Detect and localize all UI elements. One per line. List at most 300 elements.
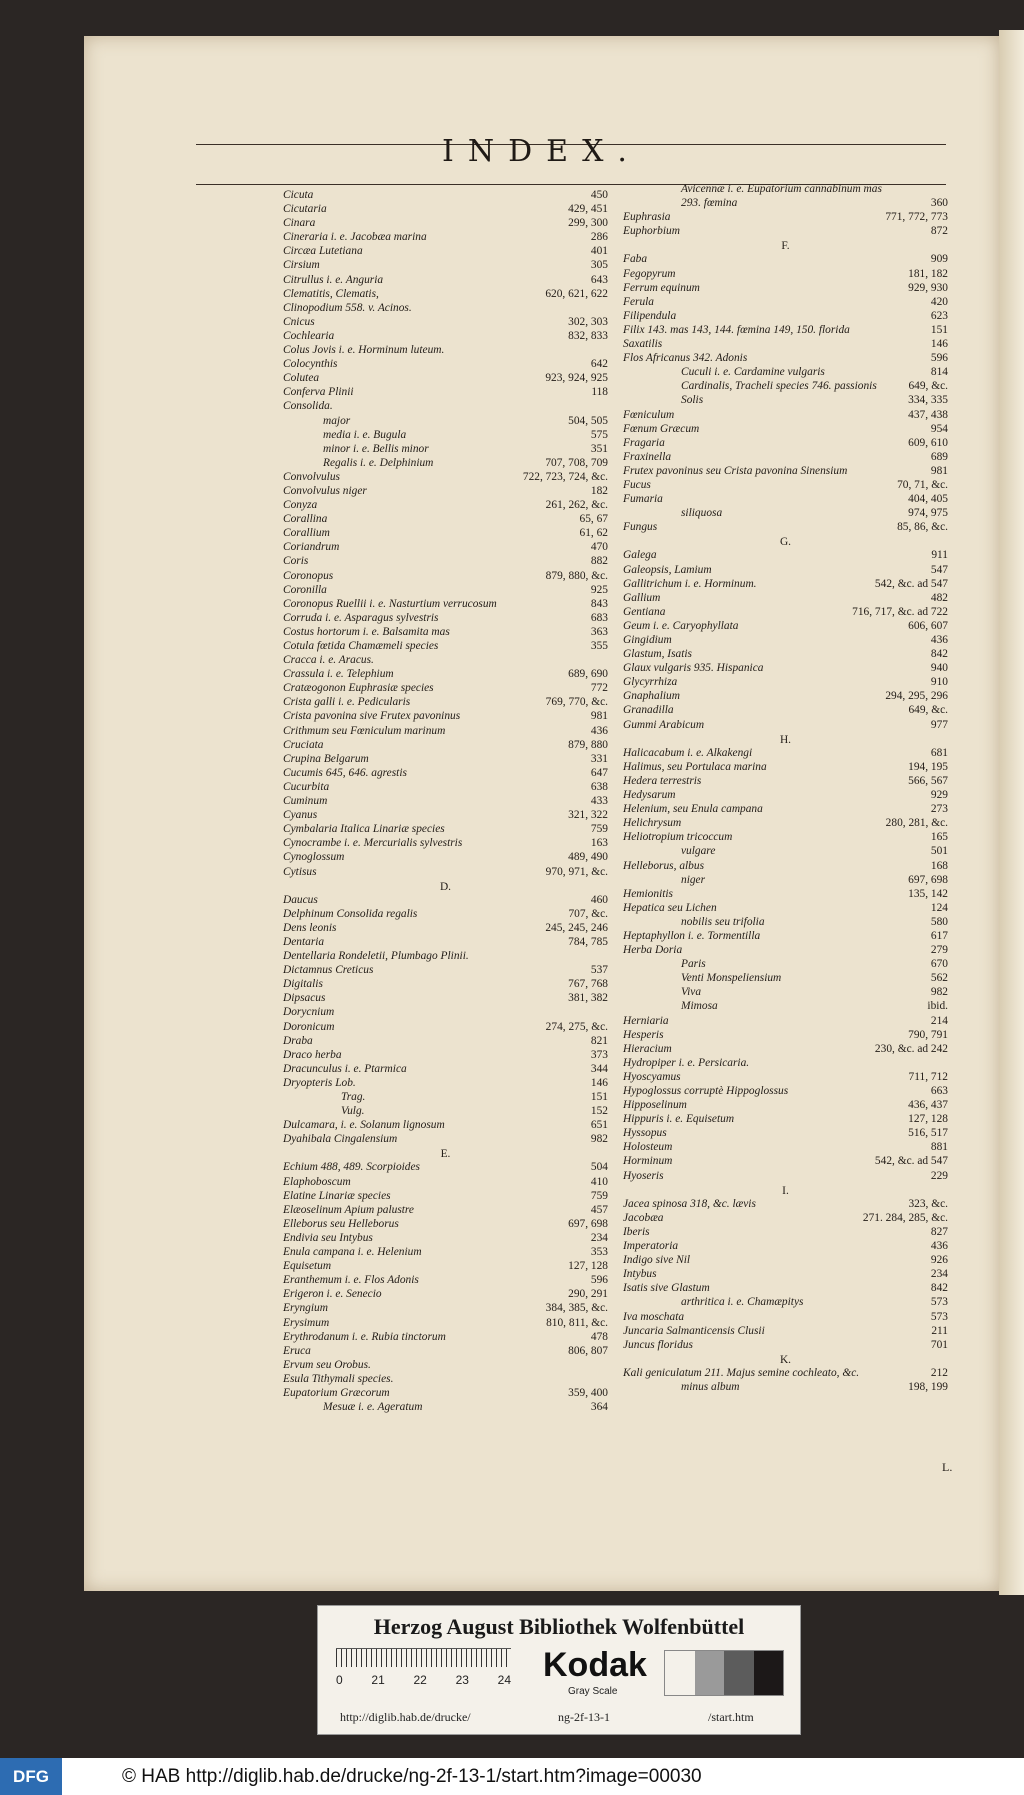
entry-name: D. bbox=[439, 880, 452, 893]
ruler-number: 24 bbox=[497, 1673, 511, 1687]
entry-pages: 575 bbox=[590, 428, 608, 441]
entry-name: Viva bbox=[681, 986, 702, 999]
index-entry bbox=[623, 844, 948, 858]
entry-pages: 234 bbox=[930, 1268, 948, 1281]
entry-name: Digitalis bbox=[283, 978, 323, 991]
entry-pages: 981 bbox=[930, 464, 948, 477]
entry-pages: 151 bbox=[590, 1091, 608, 1103]
entry-name: Hepatica seu Lichen bbox=[623, 901, 717, 914]
entry-name: Faba bbox=[623, 253, 648, 266]
entry-pages: 351 bbox=[590, 442, 608, 455]
entry-name: Dentaria bbox=[283, 935, 325, 948]
entry-name: Cucurbita bbox=[283, 780, 330, 793]
index-section-letter bbox=[623, 1352, 948, 1366]
entry-pages: 879, 880, &c. bbox=[545, 569, 608, 582]
entry-name: Dictamnus Creticus bbox=[283, 964, 374, 977]
index-entry bbox=[283, 907, 608, 921]
entry-pages: 881 bbox=[930, 1141, 948, 1154]
entry-pages: 722, 723, 724, &c. bbox=[522, 470, 608, 483]
index-entry bbox=[283, 498, 608, 512]
entry-name: Coronopus Ruellii i. e. Nasturtium verrucosum bbox=[283, 597, 497, 610]
entry-pages: 501 bbox=[930, 845, 948, 858]
index-entry bbox=[623, 661, 948, 675]
entry-pages: 769, 770, &c. bbox=[545, 696, 608, 709]
entry-pages: 290, 291 bbox=[568, 1288, 608, 1301]
index-entry bbox=[623, 506, 948, 520]
index-entry bbox=[623, 718, 948, 732]
index-section-letter bbox=[623, 238, 948, 252]
entry-name: Glaux vulgaris 935. Hispanica bbox=[623, 662, 764, 675]
entry-name: Indigo sive Nil bbox=[623, 1254, 691, 1267]
index-entry bbox=[623, 1211, 948, 1225]
entry-pages: 767, 768 bbox=[568, 978, 608, 991]
index-entry bbox=[623, 1154, 948, 1168]
entry-name: Echium 488, 489. Scorpioides bbox=[283, 1161, 420, 1174]
entry-pages: 234 bbox=[590, 1231, 608, 1244]
entry-name: Juncaria Salmanticensis Clusii bbox=[623, 1324, 765, 1337]
entry-pages: 814 bbox=[930, 366, 948, 379]
entry-name: Erigeron i. e. Senecio bbox=[283, 1288, 382, 1301]
index-section-letter bbox=[623, 1183, 948, 1197]
entry-pages: 542, &c. ad 547 bbox=[874, 577, 948, 590]
gray-swatch bbox=[695, 1651, 725, 1695]
index-entry bbox=[283, 230, 608, 244]
entry-name: Hesperis bbox=[623, 1028, 664, 1041]
index-entry bbox=[283, 484, 608, 498]
entry-name: Halimus, seu Portulaca marina bbox=[623, 760, 767, 773]
index-entry bbox=[283, 1344, 608, 1358]
index-entry bbox=[623, 802, 948, 816]
entry-pages: 707, 708, 709 bbox=[545, 456, 608, 469]
entry-pages: 334, 335 bbox=[908, 394, 948, 407]
index-entry bbox=[283, 653, 608, 667]
index-entry bbox=[283, 963, 608, 977]
entry-name: Doronicum bbox=[283, 1020, 335, 1033]
index-entry bbox=[623, 873, 948, 887]
entry-pages: 651 bbox=[590, 1119, 608, 1132]
entry-name: Hemionitis bbox=[623, 887, 673, 900]
entry-pages: 638 bbox=[590, 780, 608, 793]
entry-pages: 460 bbox=[590, 893, 608, 906]
entry-pages: 118 bbox=[591, 386, 608, 399]
index-entry bbox=[283, 1160, 608, 1174]
gray-swatch bbox=[724, 1651, 754, 1695]
index-entry bbox=[283, 569, 608, 583]
index-entry bbox=[283, 526, 608, 540]
entry-pages: 230, &c. ad 242 bbox=[874, 1042, 948, 1055]
entry-pages: 359, 400 bbox=[568, 1386, 608, 1399]
index-entry bbox=[283, 1400, 608, 1414]
entry-name: Hyoseris bbox=[623, 1169, 664, 1182]
entry-name: I. bbox=[782, 1184, 789, 1197]
index-entry bbox=[623, 1225, 948, 1239]
index-entry bbox=[623, 1380, 948, 1394]
entry-pages: 566, 567 bbox=[908, 774, 948, 787]
entry-pages: 940 bbox=[930, 662, 948, 675]
entry-name: Dracunculus i. e. Ptarmica bbox=[283, 1062, 407, 1075]
index-entry bbox=[623, 1028, 948, 1042]
index-entry bbox=[623, 351, 948, 365]
entry-pages: 649, &c. bbox=[908, 380, 948, 393]
entry-pages: 929 bbox=[930, 789, 948, 802]
entry-name: Regalis i. e. Delphinium bbox=[323, 456, 434, 469]
index-entry bbox=[623, 450, 948, 464]
entry-name: Hedera terrestris bbox=[623, 774, 702, 787]
entry-pages: 827 bbox=[930, 1225, 948, 1238]
entry-name: Elaphoboscum bbox=[283, 1175, 351, 1188]
index-entry bbox=[283, 1386, 608, 1400]
entry-name: Helichrysum bbox=[623, 817, 682, 830]
entry-pages: 681 bbox=[930, 746, 948, 759]
entry-name: Hyssopus bbox=[623, 1127, 667, 1140]
entry-pages: 436 bbox=[590, 724, 608, 737]
index-entry bbox=[623, 1169, 948, 1183]
entry-pages: 124 bbox=[930, 901, 948, 914]
index-entry bbox=[283, 1076, 608, 1090]
book-page bbox=[84, 36, 999, 1591]
entry-pages: 331 bbox=[590, 752, 608, 765]
entry-pages: 716, 717, &c. ad 722 bbox=[852, 605, 948, 618]
entry-pages: 273 bbox=[930, 803, 948, 816]
index-entry bbox=[623, 774, 948, 788]
entry-name: Halicacabum i. e. Alkakengi bbox=[623, 746, 753, 759]
entry-pages: 643 bbox=[590, 273, 608, 286]
entry-pages: 620, 621, 622 bbox=[545, 287, 608, 300]
entry-pages: 489, 490 bbox=[568, 851, 608, 864]
entry-name: Hypoglossus corruptè Hippoglossus bbox=[623, 1085, 789, 1097]
index-column-right bbox=[623, 182, 948, 1394]
entry-pages: 649, &c. bbox=[908, 704, 948, 717]
entry-pages: 771, 772, 773 bbox=[885, 211, 948, 224]
entry-pages: 165 bbox=[930, 831, 948, 844]
entry-name: Corallina bbox=[283, 513, 328, 526]
index-entry bbox=[623, 408, 948, 422]
entry-name: Clematitis, Clematis, bbox=[283, 287, 379, 300]
entry-pages: 245, 245, 246 bbox=[545, 921, 608, 934]
entry-name: Paris bbox=[681, 958, 706, 971]
entry-pages: 790, 791 bbox=[908, 1028, 948, 1041]
index-entry bbox=[623, 788, 948, 802]
entry-name: Cyanus bbox=[283, 809, 318, 822]
index-entry bbox=[283, 1330, 608, 1344]
index-entry bbox=[623, 224, 948, 238]
entry-pages: 981 bbox=[590, 710, 608, 723]
entry-name: Juncus floridus bbox=[623, 1338, 693, 1351]
index-entry bbox=[623, 675, 948, 689]
entry-name: Erysimum bbox=[283, 1316, 330, 1329]
entry-name: Delphinum Consolida regalis bbox=[283, 907, 418, 920]
entry-name: arthritica i. e. Chamæpitys bbox=[681, 1296, 804, 1309]
entry-pages: 542, &c. ad 547 bbox=[874, 1155, 948, 1168]
entry-pages: 286 bbox=[590, 231, 608, 244]
index-entry bbox=[283, 287, 608, 301]
index-entry bbox=[283, 385, 608, 399]
index-entry bbox=[283, 681, 608, 695]
entry-name: Herniaria bbox=[623, 1014, 669, 1027]
entry-name: Iberis bbox=[623, 1225, 650, 1238]
entry-pages: 647 bbox=[590, 766, 608, 779]
index-entry bbox=[623, 999, 948, 1013]
library-color-card bbox=[317, 1605, 801, 1735]
entry-name: Euphorbium bbox=[623, 225, 680, 238]
entry-pages: 670 bbox=[930, 958, 948, 971]
index-entry bbox=[623, 816, 948, 830]
index-entry bbox=[623, 915, 948, 929]
index-entry bbox=[283, 991, 608, 1005]
entry-name: Cochlearia bbox=[283, 329, 335, 342]
entry-name: Dens leonis bbox=[283, 921, 337, 934]
index-entry bbox=[283, 258, 608, 272]
entry-name: Draco herba bbox=[283, 1048, 342, 1061]
entry-pages: 85, 86, &c. bbox=[897, 521, 948, 534]
entry-name: K. bbox=[779, 1353, 792, 1366]
index-entry bbox=[283, 850, 608, 864]
entry-name: niger bbox=[681, 873, 706, 886]
index-entry bbox=[283, 935, 608, 949]
gray-scale-label: Gray Scale bbox=[568, 1686, 618, 1697]
entry-name: Esula Tithymali species. bbox=[283, 1372, 394, 1385]
index-entry bbox=[283, 1189, 608, 1203]
index-entry bbox=[623, 1253, 948, 1267]
entry-name: Crista galli i. e. Pedicularis bbox=[283, 696, 411, 709]
index-entry bbox=[623, 971, 948, 985]
entry-name: Elæoselinum Apium palustre bbox=[283, 1203, 414, 1216]
entry-pages: 882 bbox=[590, 555, 608, 568]
entry-pages: 697, 698 bbox=[568, 1217, 608, 1230]
index-entry bbox=[283, 921, 608, 935]
entry-name: Fucus bbox=[623, 478, 651, 491]
entry-name: Fegopyrum bbox=[623, 267, 676, 280]
index-entry bbox=[283, 709, 608, 723]
entry-name: G. bbox=[779, 536, 792, 549]
entry-name: Frutex pavoninus seu Crista pavonina Sinensium bbox=[623, 464, 848, 477]
entry-pages: 127, 128 bbox=[568, 1260, 608, 1273]
index-entry bbox=[283, 1301, 608, 1315]
entry-pages: 580 bbox=[930, 915, 948, 928]
card-url-base: http://diglib.hab.de/drucke/ bbox=[340, 1710, 471, 1724]
entry-pages: 274, 275, &c. bbox=[545, 1020, 608, 1033]
index-entry bbox=[283, 1020, 608, 1034]
index-entry bbox=[623, 1197, 948, 1211]
entry-name: Dentellaria Rondeletii, Plumbago Plinii. bbox=[283, 950, 469, 963]
entry-pages: 364 bbox=[590, 1401, 608, 1414]
index-entry bbox=[623, 563, 948, 577]
index-entry bbox=[283, 301, 608, 315]
card-url-id: ng-2f-13-1 bbox=[558, 1710, 610, 1724]
ruler-number: 23 bbox=[455, 1673, 469, 1687]
entry-pages: 61, 62 bbox=[579, 527, 608, 540]
gray-swatch bbox=[754, 1651, 784, 1695]
entry-name: Gentiana bbox=[623, 605, 666, 618]
index-entry bbox=[283, 738, 608, 752]
entry-name: Vulg. bbox=[341, 1105, 365, 1118]
index-entry bbox=[283, 1104, 608, 1118]
entry-name: Cynoglossum bbox=[283, 851, 345, 864]
index-entry bbox=[283, 1259, 608, 1273]
index-entry bbox=[623, 985, 948, 999]
entry-name: Holosteum bbox=[623, 1141, 673, 1154]
entry-pages: 683 bbox=[590, 611, 608, 624]
entry-pages: 617 bbox=[930, 929, 948, 942]
entry-name: Cotula fœtida Chamæmeli species bbox=[283, 640, 439, 652]
entry-name: Galega bbox=[623, 549, 657, 562]
entry-name: Cytisus bbox=[283, 865, 317, 878]
index-entry bbox=[283, 949, 608, 963]
index-entry bbox=[623, 492, 948, 506]
index-entry bbox=[283, 597, 608, 611]
entry-name: minor i. e. Bellis minor bbox=[323, 442, 429, 455]
entry-pages: 353 bbox=[590, 1246, 608, 1259]
ruler-ticks bbox=[336, 1649, 511, 1667]
index-entry bbox=[623, 422, 948, 436]
index-entry bbox=[283, 1005, 608, 1019]
index-entry bbox=[283, 357, 608, 371]
entry-pages: 450 bbox=[590, 189, 608, 201]
entry-pages: 537 bbox=[590, 964, 608, 977]
index-entry bbox=[623, 1056, 948, 1070]
entry-pages: 152 bbox=[590, 1105, 608, 1118]
entry-name: Colocynthis bbox=[283, 358, 338, 371]
entry-name: Hedysarum bbox=[623, 789, 676, 802]
index-entry bbox=[283, 315, 608, 329]
index-entry bbox=[283, 1118, 608, 1132]
entry-name: Gnaphalium bbox=[623, 690, 680, 703]
entry-name: Intybus bbox=[623, 1268, 657, 1281]
entry-name: Mesuæ i. e. Ageratum bbox=[323, 1401, 423, 1414]
kodak-logo: Kodak bbox=[543, 1646, 647, 1684]
index-entry bbox=[283, 1175, 608, 1189]
entry-pages: 420 bbox=[930, 295, 948, 308]
entry-name: Daucus bbox=[283, 893, 318, 906]
entry-name: Equisetum bbox=[283, 1260, 332, 1273]
index-entry bbox=[623, 1310, 948, 1324]
entry-name: Citrullus i. e. Anguria bbox=[283, 273, 384, 286]
entry-pages: 516, 517 bbox=[908, 1127, 948, 1140]
index-entry bbox=[283, 625, 608, 639]
entry-name: media i. e. Bugula bbox=[323, 428, 407, 441]
ruler-numbers bbox=[336, 1673, 511, 1687]
entry-name: vulgare bbox=[681, 845, 716, 858]
entry-name: Gallium bbox=[623, 591, 661, 604]
index-entry bbox=[283, 456, 608, 470]
entry-name: Gummi Arabicum bbox=[623, 718, 705, 731]
index-entry bbox=[623, 1239, 948, 1253]
index-entry bbox=[283, 540, 608, 554]
index-entry bbox=[623, 619, 948, 633]
index-section-letter bbox=[283, 879, 608, 893]
index-entry bbox=[283, 470, 608, 484]
entry-name: Coronopus bbox=[283, 569, 334, 582]
entry-name: Gallitrichum i. e. Horminum. bbox=[623, 577, 757, 590]
index-section-letter bbox=[283, 1146, 608, 1160]
entry-pages: 151 bbox=[930, 323, 948, 336]
index-entry bbox=[623, 689, 948, 703]
entry-name: Clinopodium 558. v. Acinos. bbox=[283, 301, 412, 314]
entry-pages: 623 bbox=[930, 309, 948, 322]
entry-name: siliquosa bbox=[681, 507, 723, 520]
entry-name: Fumaria bbox=[623, 493, 663, 506]
entry-name: Hipposelinum bbox=[623, 1099, 687, 1112]
entry-pages: 977 bbox=[930, 718, 948, 731]
index-entry bbox=[623, 196, 948, 210]
index-entry bbox=[623, 379, 948, 393]
entry-name: Ervum seu Orobus. bbox=[283, 1358, 371, 1371]
entry-pages: 146 bbox=[590, 1076, 608, 1089]
entry-name: Imperatoria bbox=[623, 1240, 679, 1253]
index-entry bbox=[283, 1273, 608, 1287]
entry-name: Hieracium bbox=[623, 1042, 672, 1055]
entry-pages: 299, 300 bbox=[568, 217, 608, 230]
entry-name: Eupatorium Græcorum bbox=[283, 1386, 390, 1399]
entry-pages: 911 bbox=[931, 549, 948, 562]
entry-pages: 806, 807 bbox=[568, 1344, 608, 1357]
index-entry bbox=[623, 548, 948, 562]
entry-name: Cynocrambe i. e. Mercurialis sylvestris bbox=[283, 837, 463, 850]
entry-name: Euphrasia bbox=[623, 211, 671, 224]
entry-pages: 573 bbox=[930, 1310, 948, 1323]
index-entry bbox=[623, 210, 948, 224]
index-entry bbox=[623, 746, 948, 760]
entry-pages: 305 bbox=[590, 259, 608, 272]
index-entry bbox=[623, 957, 948, 971]
entry-pages: 879, 880 bbox=[568, 738, 608, 751]
entry-pages: 910 bbox=[930, 676, 948, 689]
entry-pages: 504, 505 bbox=[568, 414, 608, 427]
index-entry bbox=[623, 830, 948, 844]
entry-pages: 759 bbox=[590, 823, 608, 836]
entry-name: Ferrum equinum bbox=[623, 281, 700, 294]
index-entry bbox=[283, 836, 608, 850]
entry-name: Dulcamara, i. e. Solanum lignosum bbox=[283, 1119, 445, 1132]
index-entry bbox=[283, 1372, 608, 1386]
copyright-link[interactable]: © HAB http://diglib.hab.de/drucke/ng-2f-13-1/start.htm?image=00030 bbox=[122, 1766, 702, 1787]
entry-pages: 168 bbox=[930, 859, 948, 872]
index-entry bbox=[623, 295, 948, 309]
entry-pages: 663 bbox=[930, 1085, 948, 1097]
entry-name: Dipsacus bbox=[283, 992, 326, 1005]
entry-name: Cratæogonon Euphrasiæ species bbox=[283, 682, 434, 695]
entry-name: Helleborus, albus bbox=[623, 859, 704, 872]
entry-name: Heliotropium tricoccum bbox=[623, 831, 733, 844]
index-entry bbox=[623, 323, 948, 337]
entry-pages: 381, 382 bbox=[568, 992, 608, 1005]
index-entry bbox=[623, 1295, 948, 1309]
entry-pages: 504 bbox=[590, 1161, 608, 1174]
index-entry bbox=[283, 428, 608, 442]
entry-name: Fœnum Græcum bbox=[623, 422, 700, 435]
entry-name: Cineraria i. e. Jacobæa marina bbox=[283, 231, 427, 244]
entry-name: Dorycnium bbox=[283, 1006, 335, 1019]
entry-name: Eruca bbox=[283, 1344, 311, 1357]
entry-name: E. bbox=[440, 1148, 451, 1161]
index-entry bbox=[623, 1084, 948, 1098]
entry-name: Filipendula bbox=[623, 309, 677, 322]
entry-name: Eryngium bbox=[283, 1302, 328, 1315]
entry-pages: 360 bbox=[930, 197, 948, 210]
entry-pages: 478 bbox=[590, 1330, 608, 1343]
entry-pages: 982 bbox=[590, 1133, 608, 1146]
entry-name: major bbox=[323, 414, 351, 427]
entry-name: Cnicus bbox=[283, 315, 315, 328]
index-entry bbox=[283, 752, 608, 766]
entry-pages: 697, 698 bbox=[908, 873, 948, 886]
entry-name: Dryopteris Lob. bbox=[283, 1076, 356, 1089]
entry-name: Elleborus seu Helleborus bbox=[283, 1217, 399, 1230]
entry-pages: 214 bbox=[930, 1014, 948, 1027]
index-entry bbox=[623, 1112, 948, 1126]
index-entry bbox=[623, 1366, 948, 1380]
entry-name: Fungus bbox=[623, 521, 658, 534]
